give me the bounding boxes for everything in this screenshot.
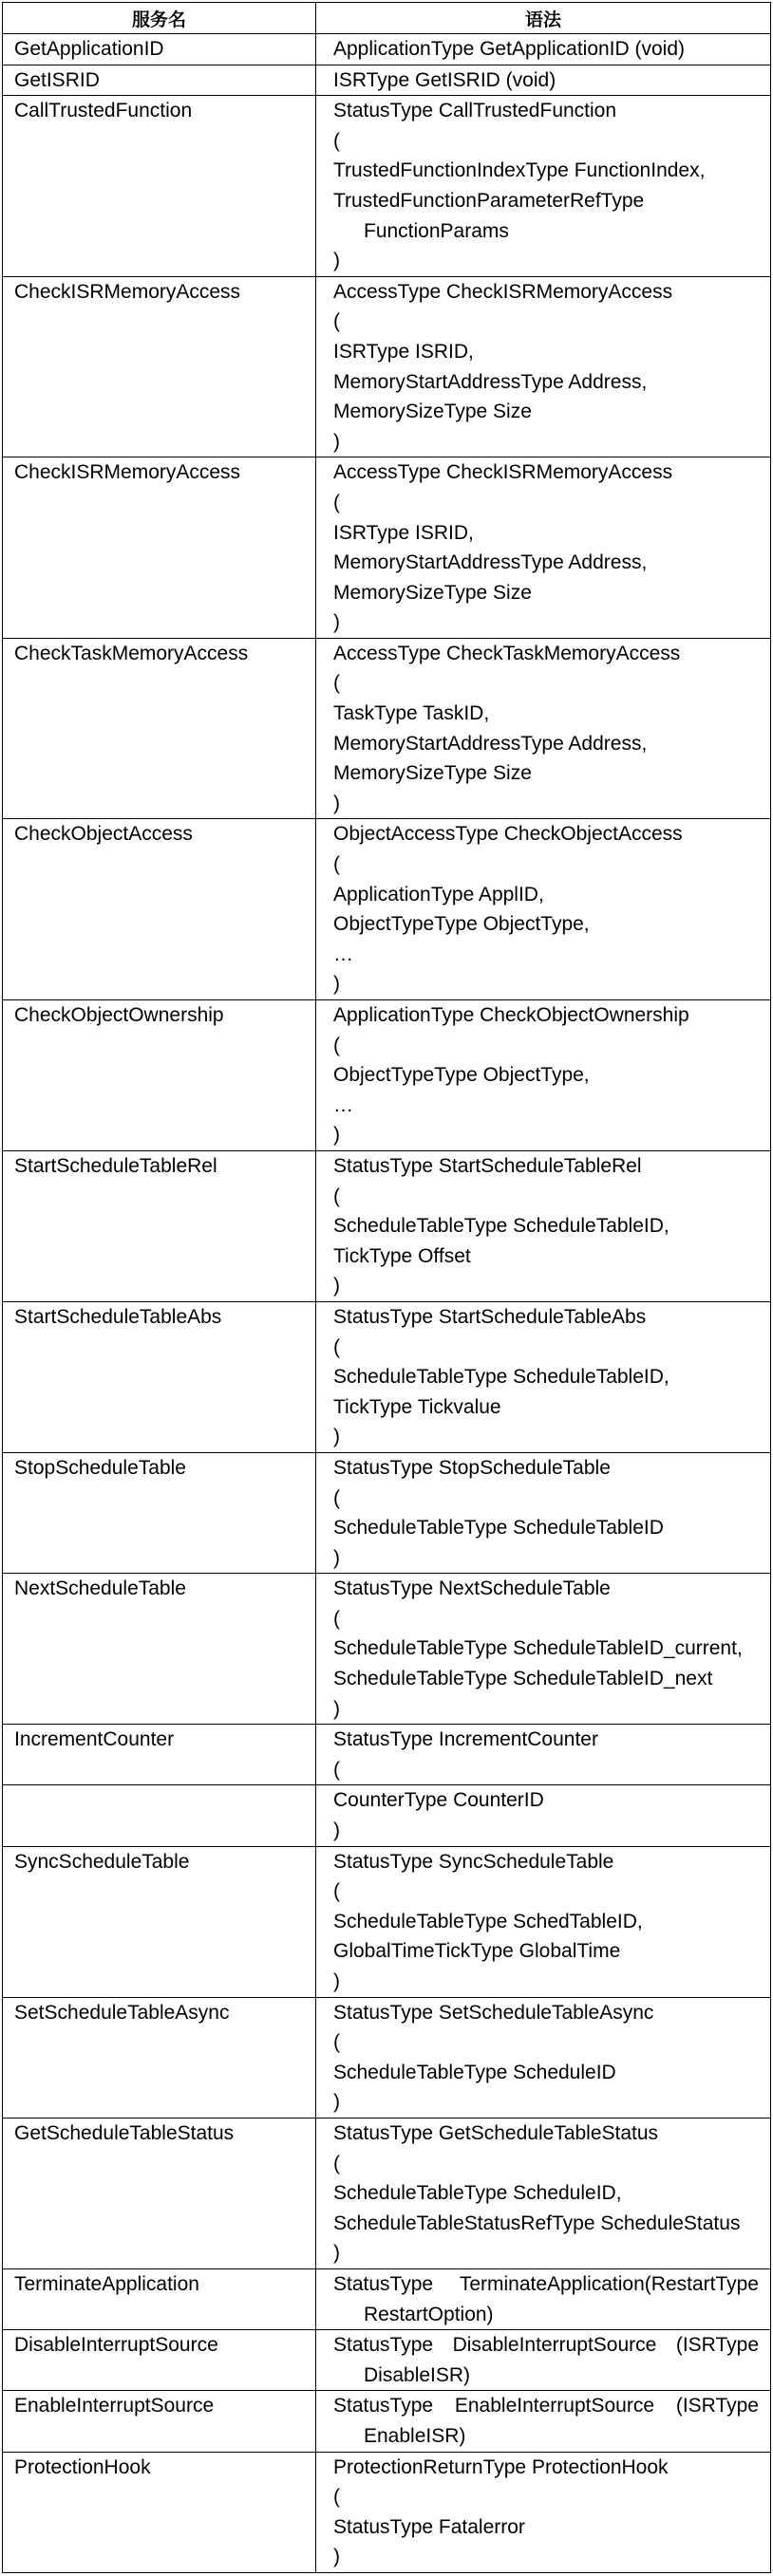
service-name-cell [3, 34, 316, 65]
syntax-line: ( [333, 1034, 340, 1056]
syntax-line: StatusType NextScheduleTable [333, 1577, 611, 1600]
service-name: CheckISRMemoryAccess [14, 461, 241, 484]
service-name-cell [3, 2330, 316, 2391]
syntax-cell [316, 65, 771, 96]
service-name-cell [3, 1725, 316, 1785]
table-row [3, 1000, 771, 1151]
syntax-line: ) [333, 1124, 340, 1147]
header-service-name: 服务名 [3, 3, 316, 34]
table-row [3, 2452, 771, 2572]
syntax-line: ) [333, 1697, 340, 1720]
syntax-line: ( [333, 310, 340, 333]
syntax-line: StatusType StopScheduleTable [333, 1456, 611, 1479]
service-name: TerminateApplication [14, 2272, 199, 2295]
syntax-line: ( [333, 2486, 340, 2509]
service-name: CheckISRMemoryAccess [14, 280, 241, 303]
service-name-cell [3, 2268, 316, 2329]
syntax-line: ) [333, 430, 340, 453]
syntax-line: MemorySizeType Size [333, 401, 532, 423]
syntax-line: ( [333, 853, 340, 876]
syntax-line: ApplicationType GetApplicationID (void) [333, 38, 686, 60]
table-row [3, 1785, 771, 1846]
syntax-cell [316, 1725, 771, 1785]
syntax-token: StatusType [333, 2334, 434, 2357]
syntax-line: TickType Offset [333, 1244, 471, 1267]
syntax-line: ApplicationType CheckObjectOwnership [333, 1004, 689, 1026]
syntax-cell [316, 2330, 771, 2391]
syntax-line: TrustedFunctionIndexType FunctionIndex, [333, 159, 706, 182]
syntax-line: MemoryStartAddressType Address, [333, 551, 648, 574]
syntax-line: ) [333, 2242, 340, 2265]
syntax-line: ) [333, 973, 340, 996]
syntax-cell [316, 1997, 771, 2118]
table-row [3, 65, 771, 96]
table-row [3, 1150, 771, 1301]
table-row [3, 276, 771, 457]
syntax-line: ( [333, 1185, 340, 1207]
syntax-line: … [333, 1093, 353, 1116]
syntax-line: AccessType CheckTaskMemoryAccess [333, 642, 681, 664]
syntax-line: ( [333, 491, 340, 513]
syntax-cell [316, 457, 771, 639]
syntax-line: GlobalTimeTickType GlobalTime [333, 1940, 621, 1963]
syntax-line: ( [333, 1880, 340, 1903]
syntax-line [333, 2269, 759, 2300]
service-name [14, 1785, 304, 1816]
table-row [3, 1997, 771, 2118]
syntax-line: ObjectTypeType ObjectType, [333, 1064, 590, 1087]
syntax-token: TerminateApplication(RestartType [459, 2272, 759, 2295]
syntax-line: ) [333, 1546, 340, 1569]
service-name-cell [3, 96, 316, 277]
syntax-line: ObjectTypeType ObjectType, [333, 913, 590, 936]
service-name: GetApplicationID [14, 38, 164, 60]
syntax-cell [316, 1000, 771, 1151]
syntax-cell [316, 2452, 771, 2572]
syntax-line: ( [333, 2031, 340, 2054]
service-name-cell [3, 2118, 316, 2268]
service-name: GetISRID [14, 68, 100, 91]
table-row [3, 2118, 771, 2268]
syntax-line: ) [333, 792, 340, 814]
service-name-cell [3, 638, 316, 819]
service-name: EnableInterruptSource [14, 2395, 215, 2417]
table-row [3, 1846, 771, 1997]
syntax-line: ( [333, 1335, 340, 1358]
syntax-line: TickType Tickvalue [333, 1395, 501, 1418]
syntax-line: MemorySizeType Size [333, 581, 532, 604]
service-name: SyncScheduleTable [14, 1850, 190, 1873]
syntax-line: ( [333, 672, 340, 695]
syntax-line: MemoryStartAddressType Address, [333, 370, 648, 393]
syntax-line: … [333, 943, 353, 965]
syntax-line: ScheduleTableType ScheduleTableID [333, 1517, 664, 1540]
syntax-line: AccessType CheckISRMemoryAccess [333, 280, 673, 303]
service-name: StartScheduleTableRel [14, 1154, 217, 1177]
table-row [3, 819, 771, 1000]
table-row [3, 96, 771, 277]
syntax-line: ScheduleTableType ScheduleTableID, [333, 1366, 669, 1389]
service-name: StartScheduleTableAbs [14, 1305, 222, 1328]
syntax-token: StatusType [333, 2395, 434, 2417]
syntax-line: ( [333, 2152, 340, 2175]
syntax-line: ( [333, 129, 340, 152]
service-name: CheckTaskMemoryAccess [14, 642, 249, 664]
syntax-line: ) [333, 1426, 340, 1448]
table-row [3, 638, 771, 819]
syntax-line: ScheduleTableType ScheduleID [333, 2061, 616, 2083]
table-row [3, 1725, 771, 1785]
syntax-cell [316, 1785, 771, 1846]
syntax-line: ) [333, 1275, 340, 1297]
service-name: CheckObjectOwnership [14, 1004, 224, 1026]
syntax-cell [316, 2118, 771, 2268]
service-name-cell [3, 1150, 316, 1301]
service-name: NextScheduleTable [14, 1577, 186, 1600]
service-name-cell [3, 1301, 316, 1452]
syntax-token: DisableInterruptSource [452, 2334, 657, 2357]
syntax-line: ISRType ISRID, [333, 340, 474, 363]
syntax-cell [316, 1150, 771, 1301]
service-name: CheckObjectAccess [14, 823, 193, 846]
syntax-line: MemorySizeType Size [333, 762, 532, 785]
service-name: CallTrustedFunction [14, 100, 193, 122]
syntax-line: ScheduleTableType ScheduleID, [333, 2182, 622, 2205]
syntax-line: FunctionParams [364, 219, 509, 242]
service-name-cell [3, 1997, 316, 2118]
service-name-cell [3, 1000, 316, 1151]
syntax-cell [316, 34, 771, 65]
service-name-cell [3, 457, 316, 639]
syntax-line: TaskType TaskID, [333, 702, 490, 725]
syntax-line: AccessType CheckISRMemoryAccess [333, 461, 673, 484]
table-row [3, 1452, 771, 1573]
syntax-line: ScheduleTableType ScheduleTableID_next [333, 1668, 713, 1690]
syntax-token: EnableInterruptSource [454, 2395, 655, 2417]
syntax-line: StatusType StartScheduleTableRel [333, 1154, 642, 1177]
service-name-cell [3, 1452, 316, 1573]
syntax-line: ScheduleTableStatusRefType ScheduleStatus [333, 2212, 741, 2234]
syntax-line: ) [333, 2546, 340, 2568]
syntax-line: StatusType CallTrustedFunction [333, 100, 617, 122]
syntax-line: ProtectionReturnType ProtectionHook [333, 2455, 669, 2478]
syntax-cell [316, 819, 771, 1000]
syntax-cell [316, 638, 771, 819]
syntax-line [333, 2391, 759, 2421]
syntax-line: ( [333, 1758, 340, 1781]
table-row [3, 457, 771, 639]
service-name: StopScheduleTable [14, 1456, 186, 1479]
header-syntax: 语法 [316, 3, 771, 34]
syntax-line: ISRType ISRID, [333, 521, 474, 544]
table-row [3, 1574, 771, 1725]
service-name-cell [3, 276, 316, 457]
table-row [3, 2268, 771, 2329]
syntax-cell [316, 2268, 771, 2329]
syntax-line [333, 2330, 759, 2361]
service-name: IncrementCounter [14, 1728, 175, 1751]
syntax-line: StatusType IncrementCounter [333, 1728, 598, 1751]
syntax-line: StatusType StartScheduleTableAbs [333, 1305, 647, 1328]
table-body [3, 34, 771, 2573]
service-name: GetScheduleTableStatus [14, 2121, 235, 2144]
service-name-cell [3, 819, 316, 1000]
syntax-cell [316, 1846, 771, 1997]
syntax-line: ScheduleTableType ScheduleTableID_current, [333, 1637, 743, 1660]
syntax-line: ApplicationType ApplID, [333, 883, 544, 905]
syntax-token: (ISRType [675, 2334, 759, 2357]
service-name: DisableInterruptSource [14, 2334, 218, 2357]
table-row [3, 2330, 771, 2391]
syntax-line: StatusType SyncScheduleTable [333, 1850, 614, 1873]
service-name: SetScheduleTableAsync [14, 2001, 230, 2024]
service-name: ProtectionHook [14, 2455, 151, 2478]
service-name-cell [3, 1574, 316, 1725]
syntax-line: RestartOption) [364, 2303, 494, 2325]
syntax-cell [316, 276, 771, 457]
syntax-line: ScheduleTableType SchedTableID, [333, 1910, 643, 1932]
service-name-cell [3, 1785, 316, 1846]
syntax-line: ( [333, 1607, 340, 1630]
syntax-line: MemoryStartAddressType Address, [333, 732, 648, 755]
syntax-line: ) [333, 1970, 340, 1992]
syntax-line: ScheduleTableType ScheduleTableID, [333, 1215, 669, 1238]
table-row [3, 2391, 771, 2452]
syntax-line: ) [333, 2091, 340, 2114]
service-name-cell [3, 65, 316, 96]
syntax-line: ) [333, 611, 340, 634]
syntax-line: StatusType Fatalerror [333, 2515, 525, 2538]
syntax-line: ISRType GetISRID (void) [333, 68, 556, 91]
syntax-cell [316, 2391, 771, 2452]
table-row [3, 34, 771, 65]
syntax-line: DisableISR) [364, 2363, 471, 2386]
syntax-cell [316, 96, 771, 277]
syntax-cell [316, 1452, 771, 1573]
syntax-line: ObjectAccessType CheckObjectAccess [333, 823, 683, 846]
syntax-line: StatusType SetScheduleTableAsync [333, 2001, 654, 2024]
service-name-cell [3, 2452, 316, 2572]
service-name-cell [3, 1846, 316, 1997]
syntax-line: EnableISR) [364, 2424, 466, 2447]
table-header-row [3, 3, 771, 34]
syntax-cell [316, 1301, 771, 1452]
syntax-line: TrustedFunctionParameterRefType [333, 189, 645, 212]
syntax-line: ) [333, 250, 340, 272]
os-service-syntax-table [2, 2, 771, 2573]
table-row [3, 1301, 771, 1452]
syntax-token: (ISRType [675, 2395, 759, 2417]
service-name-cell [3, 2391, 316, 2452]
syntax-token: StatusType [333, 2272, 434, 2295]
syntax-line: ) [333, 1820, 340, 1842]
syntax-line: ( [333, 1486, 340, 1509]
syntax-line: CounterType CounterID [333, 1789, 544, 1812]
syntax-cell [316, 1574, 771, 1725]
syntax-line: StatusType GetScheduleTableStatus [333, 2121, 659, 2144]
